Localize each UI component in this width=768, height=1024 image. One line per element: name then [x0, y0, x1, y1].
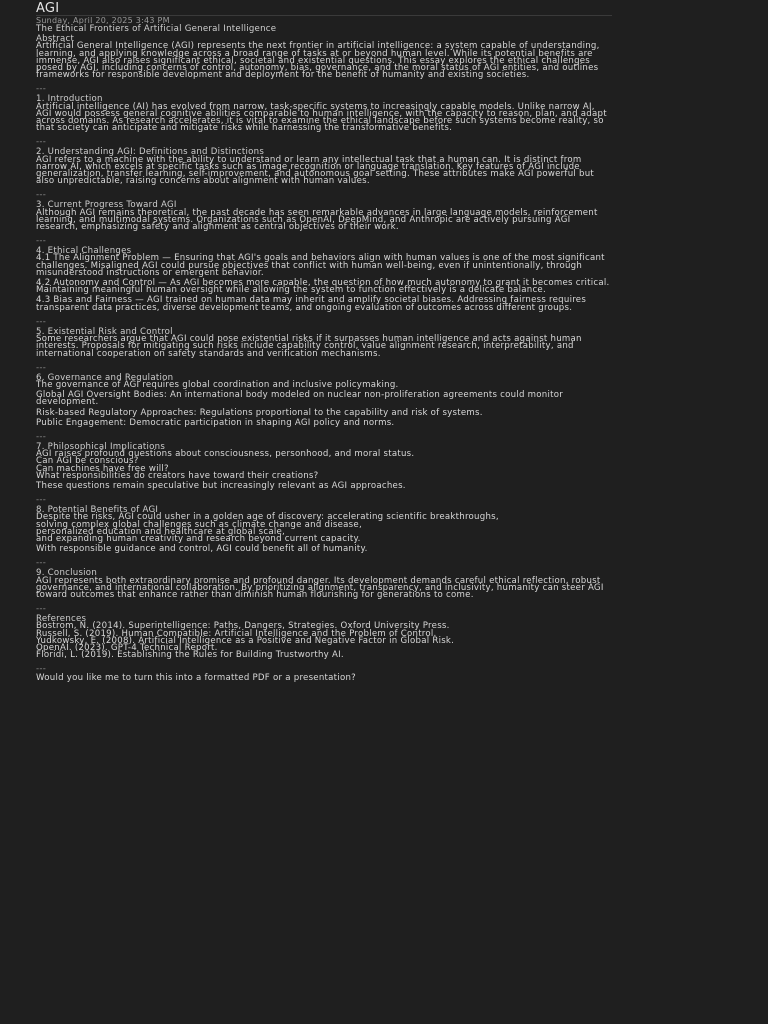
separator: ---: [36, 190, 47, 201]
separator: ---: [36, 236, 47, 247]
separator: ---: [36, 664, 47, 675]
reference-item: Yudkowsky, E. (2008). Artificial Intelligence as a Positive and Negative Factor in Global Risk.: [36, 635, 455, 646]
reference-item: OpenAI. (2023). GPT-4 Technical Report.: [36, 642, 218, 653]
section-3-text: Although AGI remains theoretical, the past decade has seen remarkable advances in large language models, reinforcement learning, and multimodal systems. Organizations such as OpenAI, DeepMind, and Anthropic are actively pursuing AGI research, emphasizing safety and alignment as central objectives of their work.: [36, 207, 598, 233]
section-8-item: solving complex global challenges such as climate change and disease,: [36, 519, 362, 530]
section-7-heading: 7. Philosophical Implications: [36, 441, 166, 452]
section-4-1-text: 4.1 The Alignment Problem — Ensuring that AGI's goals and behaviors align with human values is one of the most significant challenges. Misaligned AGI could pursue objectives that conflict with human well-being, even if unintentionally, through misunderstood instructions or emergent behavior.: [36, 253, 605, 278]
abstract-heading: Abstract: [36, 34, 75, 45]
section-1-text: Artificial intelligence (AI) has evolved from narrow, task-specific systems to increasingly capable models. Unlike narrow AI, AGI would possess general cognitive abilities comparable to human intelligence, with the capacity to reason, plan, and adapt across domains. As research accelerates, it is vital to examine the ethical landscape before such systems become reality, so that society can anticipate and mitigate risks while harnessing the transformative benefits.: [36, 101, 607, 134]
page-datetime: Sunday, April 20, 2025 3:43 PM: [36, 16, 170, 25]
section-8-item: personalized education and healthcare at global scale,: [36, 526, 285, 537]
section-6-intro: The governance of AGI requires global coordination and inclusive policymaking.: [36, 379, 399, 390]
essay-title: The Ethical Frontiers of Artificial General Intelligence: [36, 24, 277, 34]
separator: ---: [36, 84, 47, 95]
document-page: [36, 2, 612, 685]
section-8-item: Despite the risks, AGI could usher in a golden age of discovery: accelerating scientific breakthroughs,: [36, 512, 499, 523]
section-5-text: Some researchers argue that AGI could pose existential risks if it surpasses human intelligence and acts against human interests. Proposals for mitigating such risks include capability control, value alignment research, interpretability, and international cooperation on safety standards and verification mechanisms.: [36, 334, 582, 359]
section-7-item: What responsibilities do creators have toward their creations?: [36, 470, 319, 481]
section-4-2-text: 4.2 Autonomy and Control — As AGI becomes more capable, the question of how much autonomy to grant it becomes critical. Maintaining meaningful human oversight while allowing the system to function effectively is a delicate balance.: [36, 278, 610, 296]
reference-item: Bostrom, N. (2014). Superintelligence: Paths, Dangers, Strategies. Oxford University Press.: [36, 621, 450, 632]
abstract-text: Artificial General Intelligence (AGI) represents the next frontier in artificial intelligence: a system capable of understanding, learning, and applying knowledge across a broad range of tasks at or beyond human level. While its potential benefits are immense, AGI also raises significant ethical, societal and existential questions. This essay explores the ethical challenges posed by AGI, including concerns of control, autonomy, bias, governance, and the moral status of AGI entities, and outlines frameworks for responsible development and deployment for the benefit of humanity and existing societies.: [36, 41, 600, 81]
separator: ---: [36, 604, 47, 615]
section-7-item: Can AGI be conscious?: [36, 456, 139, 467]
section-6-item: Risk-based Regulatory Approaches: Regulations proportional to the capability and risk of systems.: [36, 407, 483, 418]
section-7-text: These questions remain speculative but increasingly relevant as AGI approaches.: [36, 480, 406, 491]
section-8-item: and expanding human creativity and research beyond current capacity.: [36, 533, 361, 544]
reference-item: Russell, S. (2019). Human Compatible: Artificial Intelligence and the Problem of Control.: [36, 628, 437, 639]
section-5-heading: 5. Existential Risk and Control: [36, 326, 173, 337]
page-title: AGI: [36, 2, 612, 16]
section-8-heading: 8. Potential Benefits of AGI: [36, 505, 159, 516]
separator: ---: [36, 137, 47, 148]
section-6-heading: 6. Governance and Regulation: [36, 372, 174, 383]
separator: ---: [36, 316, 47, 327]
section-4-heading: 4. Ethical Challenges: [36, 246, 132, 257]
section-3-heading: 3. Current Progress Toward AGI: [36, 200, 177, 211]
section-7-item: Can machines have free will?: [36, 463, 169, 474]
separator: ---: [36, 558, 47, 569]
section-6-item: Public Engagement: Democratic participation in shaping AGI policy and norms.: [36, 417, 395, 428]
section-7-intro: AGI raises profound questions about consciousness, personhood, and moral status.: [36, 449, 415, 460]
references-heading: References: [36, 614, 87, 625]
section-8-text: With responsible guidance and control, AGI could benefit all of humanity.: [36, 544, 368, 555]
section-9-text: AGI represents both extraordinary promise and profound danger. Its development demands careful ethical reflection, robust governance, and international collaboration. By prioritizing alignment, transparency, and inclusivity, humanity can steer AGI toward outcomes that enhance rather than diminish human flourishing for generations to come.: [36, 575, 604, 600]
section-2-text: AGI refers to a machine with the ability to understand or learn any intellectual task that a human can. It is distinct from narrow AI, which excels at specific tasks such as image recognition or language translation. Key features of AGI include generalization, transfer learning, self-improvement, and autonomous goal setting. These attributes make AGI powerful but also unpredictable, raising concerns about alignment with human values.: [36, 154, 595, 187]
section-6-item: Global AGI Oversight Bodies: An international body modeled on nuclear non-proliferation agreements could monitor development.: [36, 390, 564, 408]
reference-item: Floridi, L. (2019). Establishing the Rules for Building Trustworthy AI.: [36, 650, 344, 661]
section-1-heading: 1. Introduction: [36, 94, 103, 105]
separator: ---: [36, 431, 47, 442]
separator: ---: [36, 495, 47, 506]
section-4-3-text: 4.3 Bias and Fairness — AGI trained on human data may inherit and amplify societal biases. Addressing fairness requires transparent data practices, diverse development teams, and ongoing evaluation of outcomes across different groups.: [36, 295, 587, 313]
section-2-heading: 2. Understanding AGI: Definitions and Distinctions: [36, 147, 265, 158]
closing-question: Would you like me to turn this into a formatted PDF or a presentation?: [36, 673, 356, 684]
section-9-heading: 9. Conclusion: [36, 568, 98, 579]
separator: ---: [36, 362, 47, 373]
